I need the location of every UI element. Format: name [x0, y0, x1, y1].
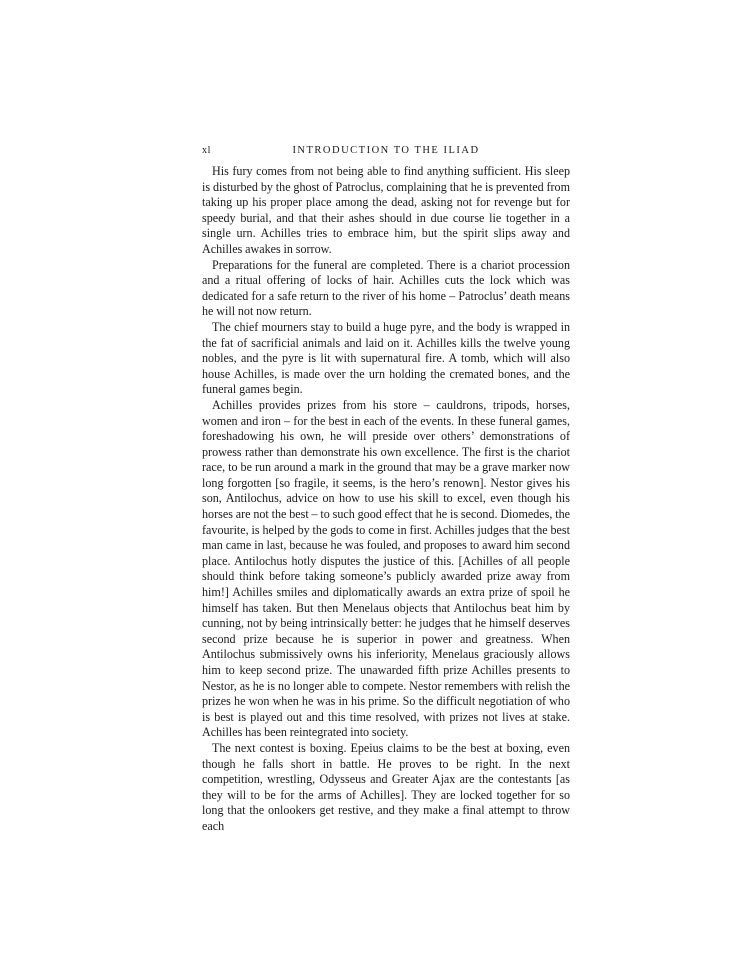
- body-text: [202, 164, 570, 835]
- page-number: xl: [202, 145, 211, 156]
- book-page: [202, 142, 570, 835]
- paragraph: The chief mourners stay to build a huge pyre, and the body is wrapped in the fat of sacrificial animals and laid on it. Achilles kills the twelve young nobles, and the pyre is lit with supernatural fire. A tomb, which will also house Achilles, is made over the urn holding the cremated bones, and the funeral games begin.: [202, 319, 570, 397]
- paragraph: The next contest is boxing. Epeius claims to be the best at boxing, even though he falls short in battle. He proves to be right. In the next competition, wrestling, Odysseus and Greater Ajax are the contestants [as they will to be for the arms of Achilles]. They are locked together for so long that the onlookers get restive, and they make a final attempt to throw each: [202, 740, 570, 833]
- paragraph: Preparations for the funeral are completed. There is a chariot procession and a ritual offering of locks of hair. Achilles cuts the lock which was dedicated for a safe return to the river of his home – Patroclus’ death means he will not now return.: [202, 257, 570, 319]
- paragraph: Achilles provides prizes from his store – cauldrons, tripods, horses, women and iron – for the best in each of the events. In these funeral games, foreshadowing his own, he will preside over others’ demonstrations of prowess rather than demonstrate his own excellence. The first is the chariot race, to be run around a mark in the ground that may be a grave marker now long forgotten [so fragile, it seems, is the hero’s renown]. Nestor gives his son, Antilochus, advice on how to use his skill to excel, even though his horses are not the best – to such good effect that he is second. Diomedes, the favourite, is helped by the gods to come in first. Achilles judges that the best man came in last, because he was fouled, and proposes to award him second place. Antilochus hotly disputes the justice of this. [Achilles of all people should think before taking someone’s publicly awarded prize away from him!] Achilles smiles and diplomatically awards an extra prize of spoil he himself has taken. But then Menelaus objects that Antilochus beat him by cunning, not by being intrinsically better: he judges that he himself deserves second prize because he is superior in power and greatness. When Antilochus submissively owns his inferiority, Menelaus graciously allows him to keep second prize. The unawarded fifth prize Achilles presents to Nestor, as he is no longer able to compete. Nestor remembers with relish the prizes he won when he was in his prime. So the difficult negotiation of who is best is played out and this time resolved, with prizes not lives at stake. Achilles has been reintegrated into society.: [202, 397, 570, 740]
- running-head: [202, 142, 570, 160]
- paragraph: His fury comes from not being able to find anything sufficient. His sleep is disturbed by the ghost of Patroclus, complaining that he is prevented from taking up his proper place among the dead, asking not for revenge but for speedy burial, and that their ashes should in due course lie together in a single urn. Achilles tries to embrace him, but the spirit slips away and Achilles awakes in sorrow.: [202, 164, 570, 256]
- running-title: INTRODUCTION TO THE ILIAD: [292, 145, 480, 156]
